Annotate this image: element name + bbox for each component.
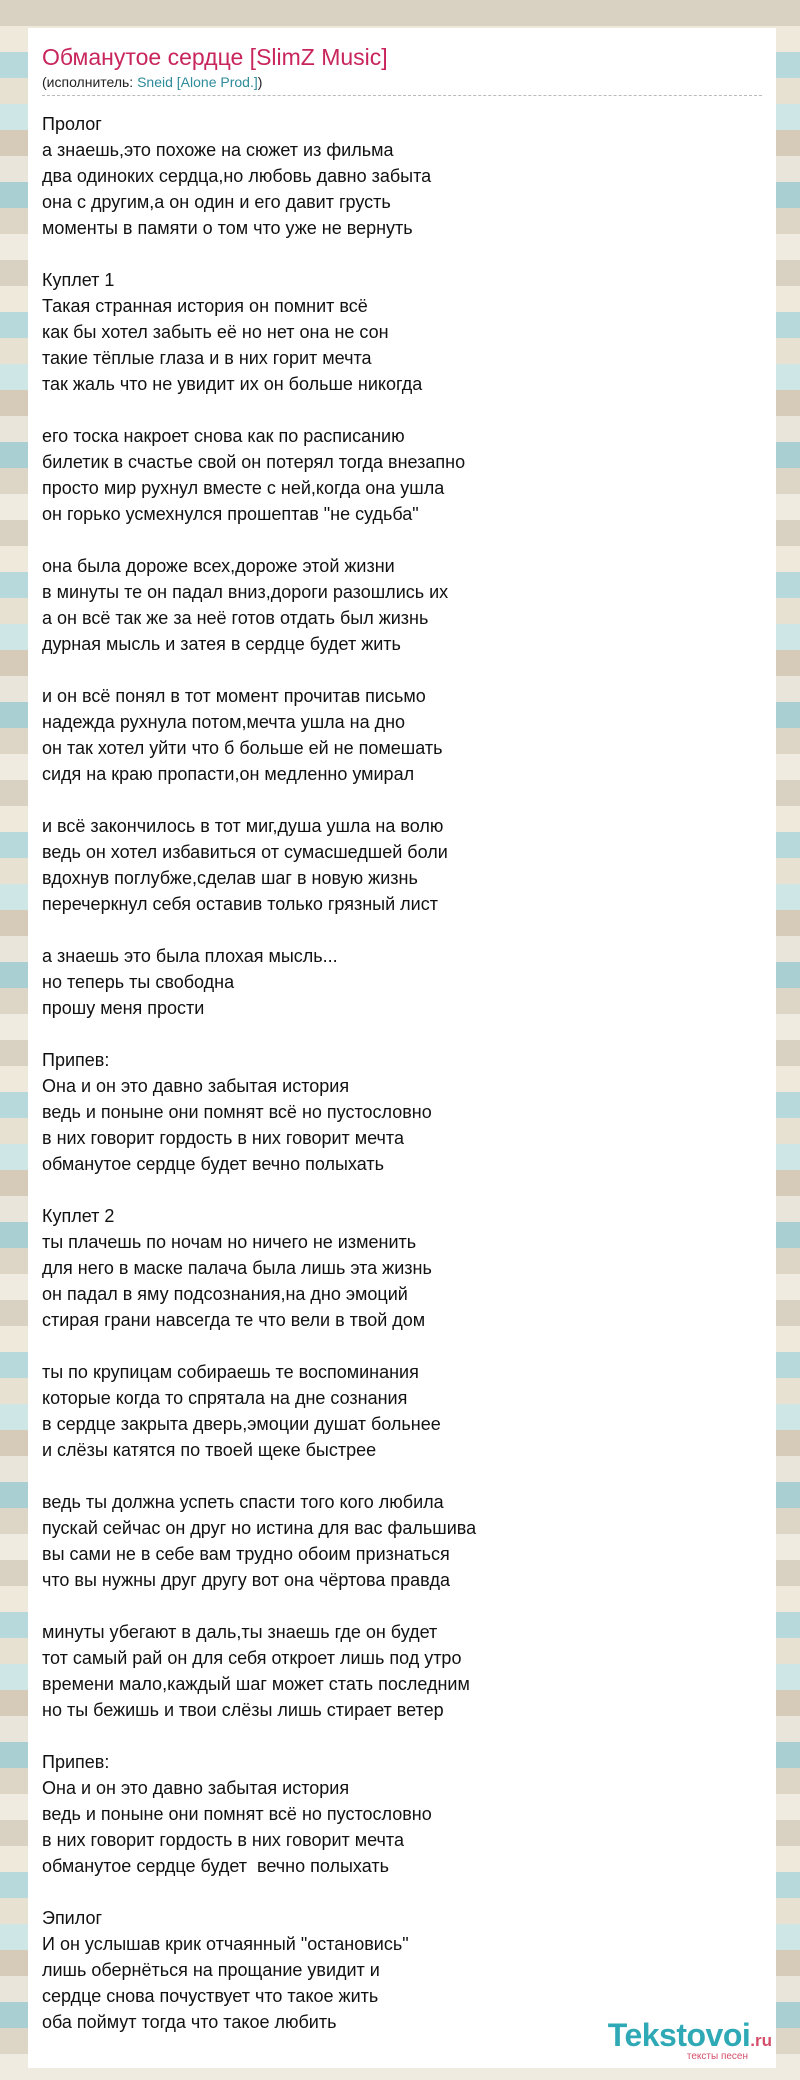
lyrics-line: он падал в яму подсознания,на дно эмоций <box>42 1284 408 1304</box>
lyrics-line: сидя на краю пропасти,он медленно умирал <box>42 764 415 784</box>
lyrics-line: для него в маске палача была лишь эта жизнь <box>42 1258 432 1278</box>
lyrics-line: он горько усмехнулся прошептав "не судьба" <box>42 504 419 524</box>
lyrics-line: ведь ты должна успеть спасти того кого любила <box>42 1492 444 1512</box>
artist-line <box>42 72 762 96</box>
lyrics-line: сердце снова почуствует что такое жить <box>42 1986 379 2006</box>
lyrics-line: Припев: <box>42 1752 110 1772</box>
lyrics-line: Она и он это давно забытая история <box>42 1076 350 1096</box>
lyrics-line: перечеркнул себя оставив только грязный лист <box>42 894 438 914</box>
lyrics-blank-line <box>42 787 762 813</box>
lyrics-line: вдохнув поглубже,сделав шаг в новую жизнь <box>42 868 418 888</box>
lyrics-line: в них говорит гордость в них говорит мечта <box>42 1128 404 1148</box>
lyrics-line: прошу меня прости <box>42 998 205 1018</box>
lyrics-line: ведь и поныне они помнят всё но пустословно <box>42 1102 432 1122</box>
lyrics-line: И он услышав крик отчаянный "остановись" <box>42 1934 409 1954</box>
lyrics-line: ты плачешь по ночам но ничего не изменить <box>42 1232 417 1252</box>
lyrics-line: как бы хотел забыть её но нет она не сон <box>42 322 389 342</box>
lyrics-line: времени мало,каждый шаг может стать последним <box>42 1674 470 1694</box>
lyrics-line: но теперь ты свободна <box>42 972 235 992</box>
lyrics-line: его тоска накроет снова как по расписанию <box>42 426 405 446</box>
lyrics-line: она была дороже всех,дороже этой жизни <box>42 556 395 576</box>
lyrics-blank-line <box>42 1593 762 1619</box>
lyrics-line: Куплет 1 <box>42 270 115 290</box>
lyrics-line: Такая странная история он помнит всё <box>42 296 368 316</box>
lyrics-line: так жаль что не увидит их он больше никогда <box>42 374 423 394</box>
lyrics-line: дурная мысль и затея в сердце будет жить <box>42 634 401 654</box>
lyrics-blank-line <box>42 1177 762 1203</box>
lyrics-blank-line <box>42 527 762 553</box>
lyrics-blank-line <box>42 241 762 267</box>
lyrics-line: она с другим,а он один и его давит грусть <box>42 192 391 212</box>
lyrics-blank-line <box>42 1463 762 1489</box>
site-logo[interactable] <box>608 2019 772 2062</box>
lyrics-line: такие тёплые глаза и в них горит мечта <box>42 348 372 368</box>
lyrics-line: в сердце закрыта дверь,эмоции душат больнее <box>42 1414 441 1434</box>
lyrics-line: обманутое сердце будет вечно полыхать <box>42 1154 384 1174</box>
lyrics-line: а знаешь,это похоже на сюжет из фильма <box>42 140 394 160</box>
lyrics-line: он так хотел уйти что б больше ей не помешать <box>42 738 443 758</box>
artist-suffix: ) <box>257 74 263 90</box>
artist-prefix: (исполнитель: <box>42 74 138 90</box>
lyrics-line: и он всё понял в тот момент прочитав письмо <box>42 686 426 706</box>
lyrics-line: пускай сейчас он друг но истина для вас фальшива <box>42 1518 477 1538</box>
artist-link[interactable]: Sneid [Alone Prod.] <box>137 74 258 90</box>
lyrics-line: Припев: <box>42 1050 110 1070</box>
lyrics-blank-line <box>42 917 762 943</box>
lyrics-line: лишь обернёться на прощание увидит и <box>42 1960 380 1980</box>
lyrics-line: что вы нужны друг другу вот она чёртова правда <box>42 1570 451 1590</box>
lyrics-line: просто мир рухнул вместе с ней,когда она ушла <box>42 478 445 498</box>
lyrics-line: ведь он хотел избавиться от сумасшедшей боли <box>42 842 448 862</box>
logo-wordmark: Tekstovoi <box>607 2017 751 2053</box>
logo-subtitle: тексты песен <box>686 2051 748 2062</box>
lyrics-line: Эпилог <box>42 1908 103 1928</box>
lyrics-line: вы сами не в себе вам трудно обоим признаться <box>42 1544 450 1564</box>
lyrics-line: обманутое сердце будет вечно полыхать <box>42 1856 389 1876</box>
lyrics-line: надежда рухнула потом,мечта ушла на дно <box>42 712 406 732</box>
lyrics-blank-line <box>42 397 762 423</box>
lyrics-blank-line <box>42 1333 762 1359</box>
lyrics-line: которые когда то спрятала на дне сознания <box>42 1388 408 1408</box>
lyrics-line: в них говорит гордость в них говорит мечта <box>42 1830 404 1850</box>
song-title: Обманутое сердце [SlimZ Music] <box>42 44 388 70</box>
lyrics-line: минуты убегают в даль,ты знаешь где он будет <box>42 1622 438 1642</box>
lyrics-page <box>28 28 776 2068</box>
lyrics-line: стирая грани навсегда те что вели в твой дом <box>42 1310 426 1330</box>
lyrics-line: и слёзы катятся по твоей щеке быстрее <box>42 1440 377 1460</box>
lyrics-line: в минуты те он падал вниз,дороги разошлись их <box>42 582 449 602</box>
lyrics-line: оба поймут тогда что такое любить <box>42 2012 337 2032</box>
lyrics-line: билетик в счастье свой он потерял тогда внезапно <box>42 452 466 472</box>
lyrics-line: Куплет 2 <box>42 1206 115 1226</box>
lyrics-line: а знаешь это была плохая мысль... <box>42 946 338 966</box>
lyrics-blank-line <box>42 657 762 683</box>
lyrics-text <box>42 111 762 2035</box>
lyrics-line: ведь и поныне они помнят всё но пустословно <box>42 1804 432 1824</box>
lyrics-line: моменты в памяти о том что уже не вернуть <box>42 218 413 238</box>
lyrics-blank-line <box>42 1879 762 1905</box>
lyrics-line: тот самый рай он для себя откроет лишь под утро <box>42 1648 462 1668</box>
logo-tld: .ru <box>750 2031 772 2050</box>
lyrics-line: Она и он это давно забытая история <box>42 1778 350 1798</box>
lyrics-blank-line <box>42 1021 762 1047</box>
lyrics-line: ты по крупицам собираешь те воспоминания <box>42 1362 419 1382</box>
lyrics-blank-line <box>42 1723 762 1749</box>
lyrics-line: но ты бежишь и твои слёзы лишь стирает ветер <box>42 1700 444 1720</box>
lyrics-line: два одиноких сердца,но любовь давно забыта <box>42 166 432 186</box>
lyrics-line: и всё закончилось в тот миг,душа ушла на волю <box>42 816 444 836</box>
lyrics-line: а он всё так же за неё готов отдать был жизнь <box>42 608 429 628</box>
lyrics-line: Пролог <box>42 114 102 134</box>
